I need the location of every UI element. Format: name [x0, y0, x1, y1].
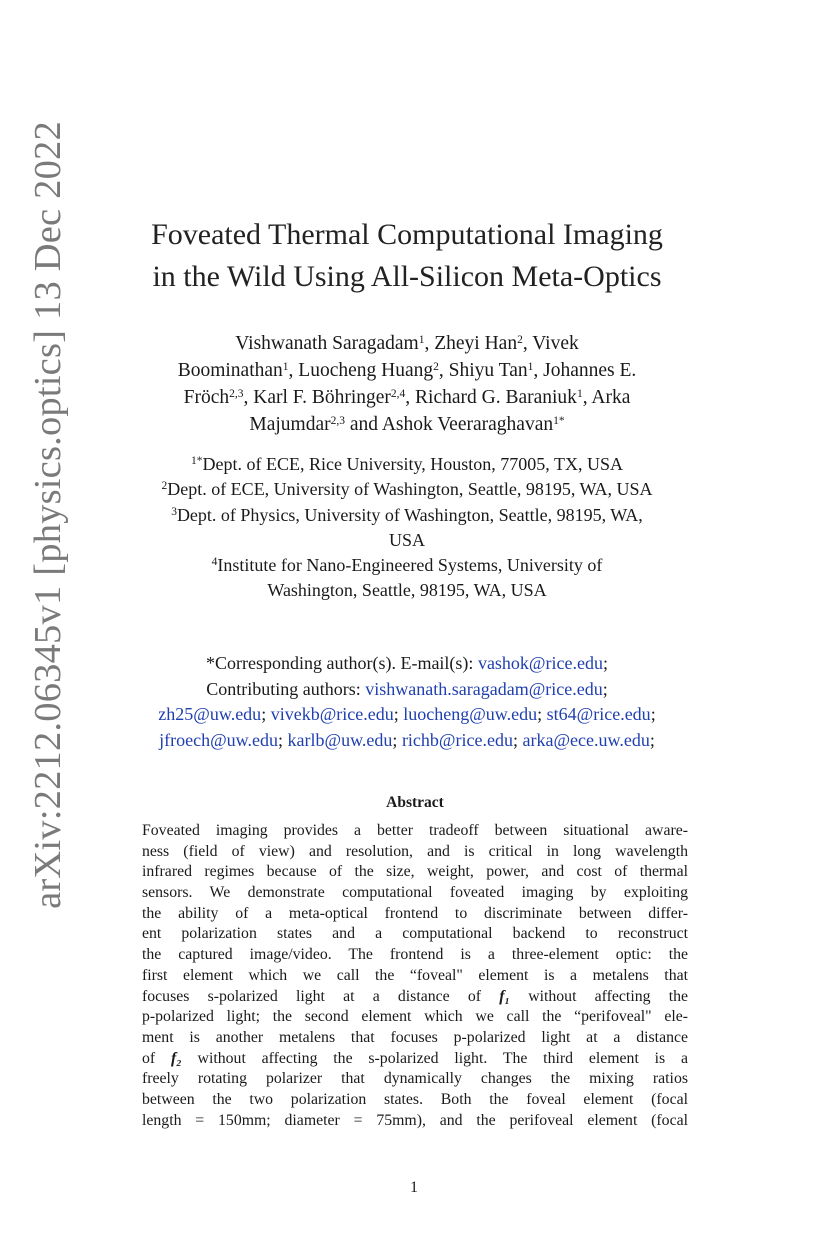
contact-block [100, 651, 714, 753]
abstract-line: focuses s-polarized light at a distance of f₁ without affecting the [142, 987, 688, 1005]
abstract-line: ent polarization states and a computational backend to reconstruct [142, 925, 688, 943]
email-link[interactable]: arka@ece.uw.edu [522, 729, 650, 750]
abstract-heading: Abstract [386, 794, 444, 811]
author-line-3: Fröch$^{2,3}$, Karl F. Böhringer$^{2,4}$, Richard G. Baraniuk$^1$, Arka [183, 387, 631, 408]
math-f2: f₂ [170, 1049, 182, 1067]
author-line-1: Vishwanath Saragadam$^1$, Zheyi Han$^2$, Vivek [235, 333, 579, 354]
affiliation-4-cont: Washington, Seattle, 98195, WA, USA [267, 580, 547, 601]
math-f1: f₁ [499, 987, 510, 1005]
affiliation-1: $^{1*}$Dept. of ECE, Rice University, Houston, 77005, TX, USA [191, 454, 623, 474]
email-link[interactable]: jfroech@uw.edu [159, 729, 279, 750]
author-line-2: Boominathan$^1$, Luocheng Huang$^2$, Shiyu Tan$^1$, Johannes E. [177, 360, 637, 381]
contributing-line: Contributing authors: vishwanath.saragadam@rice.edu; [206, 678, 608, 699]
affiliation-3: $^3$Dept. of Physics, University of Washington, Seattle, 98195, WA, [171, 504, 643, 525]
abstract-line: between the two polarization states. Both the foveal element (focal [142, 1090, 688, 1108]
abstract-line: length = 150mm; diameter = 75mm), and the perifoveal element (focal [142, 1111, 688, 1129]
affiliation-3-cont: USA [388, 529, 425, 550]
abstract-line: the captured image/video. The frontend is a three-element optic: the [142, 946, 688, 964]
title-line-1: Foveated Thermal Computational Imaging [151, 218, 663, 251]
abstract-line: p-polarized light; the second element which we call the “perifoveal" ele- [142, 1008, 688, 1026]
affiliation-2: $^2$Dept. of ECE, University of Washington, Seattle, 98195, WA, USA [161, 479, 653, 500]
arxiv-stamp [18, 120, 78, 910]
affiliation-list [100, 452, 714, 604]
abstract-line: ment is another metalens that focuses p-polarized light at a distance [142, 1028, 688, 1046]
email-link[interactable]: luocheng@uw.edu [403, 704, 538, 724]
abstract-line: sensors. We demonstrate computational foveated imaging by exploiting [142, 884, 688, 902]
arxiv-stamp-text: arXiv:2212.06345v1 [physics.optics] 13 Dec 2022 [27, 121, 69, 909]
paper-title [100, 214, 714, 298]
author-line-4: Majumdar$^{2,3}$ and Ashok Veeraraghavan$^{1*}$ [249, 414, 565, 435]
email-link[interactable]: karlb@uw.edu [287, 729, 393, 750]
corresponding-line: *Corresponding author(s). E-mail(s): vashok@rice.edu; [205, 653, 608, 673]
email-link[interactable]: vishwanath.saragadam@rice.edu [365, 678, 603, 699]
abstract-line: infrared regimes because of the size, weight, power, and cost of thermal [142, 863, 688, 881]
abstract-line: Foveated imaging provides a better tradeoff between situational aware- [142, 822, 688, 839]
email-link[interactable]: st64@rice.edu [546, 704, 651, 724]
abstract-body [142, 821, 688, 1131]
abstract-line: first element which we call the “foveal" element is a metalens that [142, 966, 688, 984]
email-line: jfroech@uw.edu; karlb@uw.edu; richb@rice.edu; arka@ece.uw.edu; [159, 729, 655, 750]
email-line: zh25@uw.edu; vivekb@rice.edu; luocheng@uw.edu; st64@rice.edu; [158, 704, 656, 724]
title-line-2: in the Wild Using All-Silicon Meta-Optics [152, 260, 662, 293]
email-link[interactable]: richb@rice.edu [401, 729, 513, 750]
abstract-line: of f₂ without affecting the s-polarized light. The third element is a [142, 1049, 688, 1067]
email-link[interactable]: vashok@rice.edu [477, 653, 603, 673]
abstract-line: ness (field of view) and resolution, and is critical in long wavelength [142, 842, 688, 860]
affiliation-4: $^4$Institute for Nano-Engineered Systems, University of [211, 555, 603, 576]
page-number: 1 [410, 1179, 418, 1196]
author-list [100, 330, 714, 438]
email-link[interactable]: vivekb@rice.edu [270, 704, 394, 724]
email-link[interactable]: zh25@uw.edu [158, 704, 262, 724]
abstract-line: freely rotating polarizer that dynamically changes the mixing ratios [142, 1070, 688, 1088]
abstract-line: the ability of a meta-optical frontend to discriminate between differ- [142, 904, 688, 922]
